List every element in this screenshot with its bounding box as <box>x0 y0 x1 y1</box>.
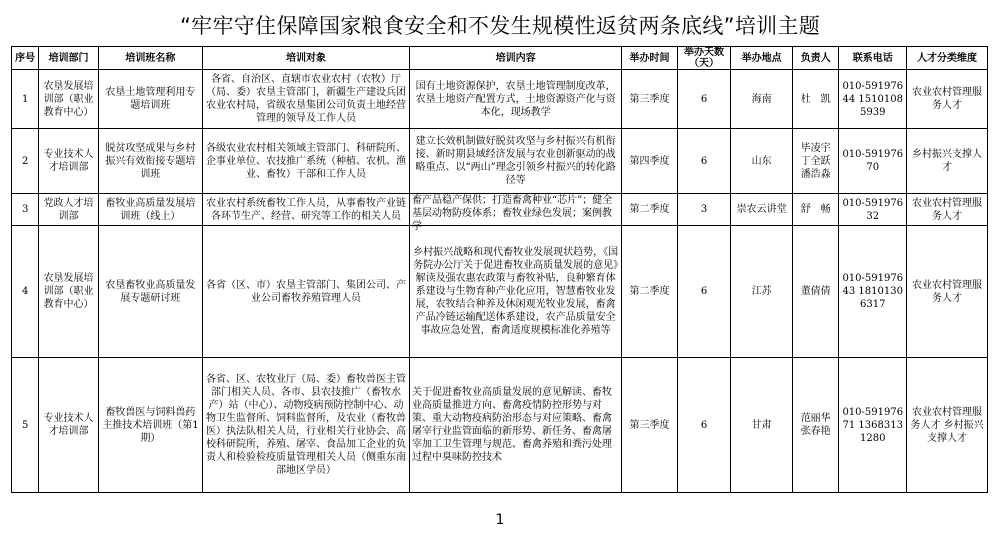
cell-place: 甘肃 <box>731 358 793 493</box>
header-content: 培训内容 <box>410 47 622 70</box>
cell-name: 农垦畜牧业高质量发展专题研讨班 <box>98 226 202 358</box>
cell-person: 范丽华 张春艳 <box>792 358 838 493</box>
cell-no: 2 <box>12 129 39 194</box>
cell-target <box>202 194 409 226</box>
cell-person: 毕凌宇 丁全跃 潘浩淼 <box>792 129 838 194</box>
cell-content-text: 畜产品稳产保供；打造畜禽种业“芯片”；健全基层动物防疫体系；畜牧业绿色发展；案例教学 <box>412 195 613 232</box>
training-table <box>11 46 988 493</box>
cell-dept: 专业技术人才培训部 <box>39 358 99 493</box>
cell-name: 农垦土地管理利用专题培训班 <box>98 70 202 129</box>
cell-person: 杜 凯 <box>792 70 838 129</box>
table-row <box>12 129 988 194</box>
table-row <box>12 194 988 226</box>
cell-person: 董倩倩 <box>792 226 838 358</box>
cell-days: 6 <box>677 70 731 129</box>
cell-category: 农业农村管理服务人才 <box>907 70 988 129</box>
cell-dept: 党政人才培训部 <box>39 194 99 226</box>
cell-name: 畜牧兽医与饲料兽药主推技术培训班（第1期） <box>98 358 202 493</box>
cell-content: 国有土地资源保护，农垦土地管理制度改革，农垦土地资产配置方式，土地资源资产化与资本化，现场教学 <box>410 70 622 129</box>
cell-name: 畜牧业高质量发展培训班（线上） <box>98 194 202 226</box>
header-no: 序号 <box>12 47 39 70</box>
cell-content <box>410 194 622 232</box>
cell-dept: 专业技术人才培训部 <box>39 129 99 194</box>
cell-time: 第四季度 <box>622 129 678 194</box>
cell-target: 各级农业农村相关领域主管部门、科研院所、企事业单位、农技推广系统（种植、农机、渔业、畜牧）干部和工作人员 <box>202 129 409 194</box>
table-row <box>12 358 988 493</box>
table-row <box>12 226 988 358</box>
cell-target: 各省（区、市）农垦主管部门、集团公司、产业公司畜牧养殖管理人员 <box>202 226 409 358</box>
header-dept: 培训部门 <box>39 47 99 70</box>
cell-place: 崇农云讲堂 <box>731 194 793 226</box>
cell-category: 农业农村管理服务人才 <box>907 194 988 226</box>
cell-target-text: 农业农村系统畜牧工作人员，从事畜牧产业链各环节生产、经营、研究等工作的相关人员 <box>205 197 406 222</box>
table-row <box>12 70 988 129</box>
header-row <box>12 47 988 70</box>
cell-phone: 010-59197643 18101306317 <box>839 226 907 358</box>
cell-no: 3 <box>12 194 39 226</box>
cell-time: 第二季度 <box>622 226 678 358</box>
cell-days: 6 <box>677 358 731 493</box>
cell-name: 脱贫攻坚成果与乡村振兴有效衔接专题培训班 <box>98 129 202 194</box>
header-place: 举办地点 <box>731 47 793 70</box>
cell-content: 关于促进畜牧业高质量发展的意见解读、畜牧业高质量推进方向、畜禽疫情防控形势与对策、重大动物疫病防治形态与对应策略、畜禽屠宰行业监管面临的新形势、新任务、畜禽屠宰加工卫生管理与规范、畜禽养殖和粪污处理过程中臭味防控技术 <box>410 358 622 493</box>
cell-place: 山东 <box>731 129 793 194</box>
cell-place: 海南 <box>731 70 793 129</box>
header-phone: 联系电话 <box>839 47 907 70</box>
cell-content: 建立长效机制做好脱贫攻坚与乡村振兴有机衔接、新时期县域经济发展与农业创新驱动的战略重点、以“两山”理念引领乡村振兴的转化路径等 <box>410 129 622 194</box>
page-title: “牢牢守住保障国家粮食安全和不发生规模性返贫两条底线”培训主题 <box>179 14 821 38</box>
cell-place: 江苏 <box>731 226 793 358</box>
header-days: 举办天数（天） <box>677 47 731 70</box>
cell-dept: 农垦发展培训部（职业教育中心） <box>39 70 99 129</box>
cell-phone: 010-59197644 15101085939 <box>839 70 907 129</box>
cell-days: 6 <box>677 226 731 358</box>
cell-no: 5 <box>12 358 39 493</box>
cell-time: 第三季度 <box>622 70 678 129</box>
cell-category: 农业农村管理服务人才 <box>907 226 988 358</box>
cell-phone: 010-59197670 <box>839 129 907 194</box>
header-target: 培训对象 <box>202 47 409 70</box>
cell-dept: 农垦发展培训部（职业教育中心） <box>39 226 99 358</box>
cell-no: 1 <box>12 70 39 129</box>
page-number: 1 <box>495 512 505 528</box>
cell-phone: 010-59197632 <box>839 194 907 226</box>
cell-no: 4 <box>12 226 39 358</box>
cell-days: 6 <box>677 129 731 194</box>
cell-category: 乡村振兴支撑人才 <box>907 129 988 194</box>
header-name: 培训班名称 <box>98 47 202 70</box>
header-person: 负责人 <box>792 47 838 70</box>
cell-category: 农业农村管理服务人才 乡村振兴支撑人才 <box>907 358 988 493</box>
cell-time: 第二季度 <box>622 194 678 226</box>
cell-content: 乡村振兴战略和现代畜牧业发展现状趋势，《国务院办公厅关于促进畜牧业高质量发展的意见》解读及强农惠农政策与畜牧补贴，良种繁育体系建设与生物育种产业化应用，智慧畜牧业发展，农牧结合种养及休闲观光牧业发展，畜禽产品冷链运输配送体系建设，农产品质量安全事故应急处置，畜禽适度规模标准化养殖等 <box>410 226 622 358</box>
cell-days: 3 <box>677 194 731 226</box>
cell-target: 各省、区、农牧业厅（局、委）畜牧兽医主管部门相关人员、各市、县农技推广（畜牧水产）站（中心）、动物疫病预防控制中心、动物卫生监督所、饲料监督所，及农业（畜牧兽医）执法队相关人员，行业相关行业协会、高校科研院所，养殖、屠宰、食品加工企业的负责人和检验检疫质量管理相关人员（侧重东南部地区学员） <box>202 358 409 493</box>
cell-person: 舒 畅 <box>792 194 838 226</box>
cell-phone: 010-59197671 13683131280 <box>839 358 907 493</box>
cell-time: 第三季度 <box>622 358 678 493</box>
cell-target: 各省、自治区、直辖市农业农村（农牧）厅（局、委）农垦主管部门，新疆生产建设兵团农业农村局，省级农垦集团公司负责土地经营管理的领导及工作人员 <box>202 70 409 129</box>
header-category: 人才分类维度 <box>907 47 988 70</box>
header-time: 举办时间 <box>622 47 678 70</box>
